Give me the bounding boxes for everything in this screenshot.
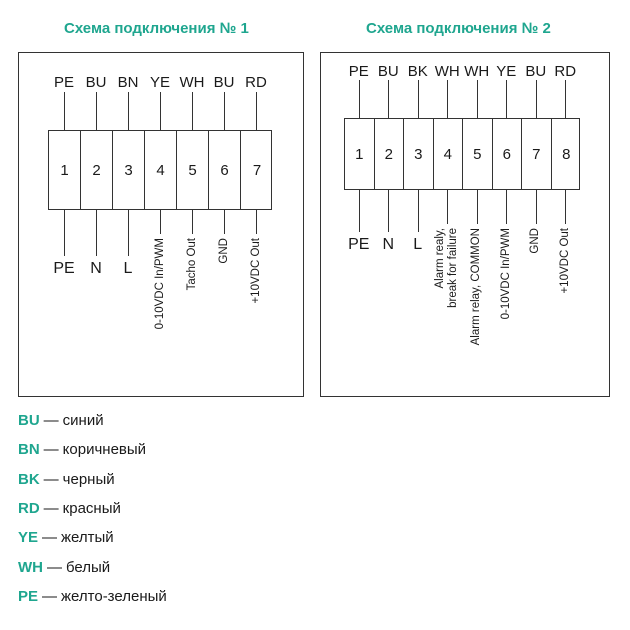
scheme2-pin-4: 4 [434,119,464,189]
scheme2-wire-line-bottom [447,190,448,224]
legend-code: BN [18,441,40,459]
legend-dash: — [42,587,58,605]
legend-row-rd [18,500,121,517]
scheme1-panel [18,52,304,397]
scheme2-pin-function-rotated [500,228,513,319]
scheme1-wire-line-top [256,92,257,130]
scheme2-wire-line-bottom [536,190,537,224]
legend-code: RD [18,499,40,517]
scheme1-wire-label: BN [117,74,139,91]
scheme2-pin-5: 5 [463,119,493,189]
scheme2-wire-line-bottom [506,190,507,224]
legend-code: PE [18,587,39,605]
scheme2-terminal-block [344,118,580,190]
legend-code: YE [18,529,39,547]
legend-dash: — [47,558,62,576]
scheme2-wire-label: BK [407,63,428,80]
scheme2-panel [320,52,610,397]
scheme1-terminal-block [48,130,272,210]
scheme1-wire-label: RD [245,74,267,91]
scheme1-pin-2: 2 [81,131,113,209]
scheme1-pin-3: 3 [113,131,145,209]
scheme2-wire-line-top [418,80,419,118]
scheme1-wire-label: BU [85,74,107,91]
scheme1-pin-7: 7 [252,161,262,179]
scheme1-pin-1: 1 [49,131,81,209]
scheme2-pin-2: 2 [375,119,405,189]
scheme2-pin-7: 7 [522,119,552,189]
legend-text: белый [66,558,111,576]
scheme2-wire-line-top [506,80,507,118]
scheme1-pin-function-rotated [218,238,231,264]
scheme2-wire-label: YE [496,63,517,80]
scheme2-wire-line-bottom [359,190,360,232]
scheme1-wire-line-bottom [192,210,193,234]
scheme1-pin-function-line: +10VDC Out [249,238,262,304]
scheme2-wire-line-top [477,80,478,118]
scheme2-pin-function-line: +10VDC Out [558,228,571,294]
scheme1-wire-line-bottom [128,210,129,256]
scheme2-wire-line-top [359,80,360,118]
scheme1-wire-label: PE [53,74,74,91]
scheme1-wire-label: WH [179,74,205,91]
scheme2-pin-1: 1 [345,119,375,189]
scheme1-pin-function-rotated [154,238,167,329]
legend-dash: — [43,470,59,488]
scheme2-title: Схема подключения № 2 [366,20,551,37]
legend-text: красный [62,499,121,517]
scheme1-pin-function-rotated [186,238,199,290]
scheme1-pin-function: L [123,260,133,277]
legend-row-bn [18,441,146,458]
legend-row-pe [18,588,167,605]
scheme1-wire-line-bottom [96,210,97,256]
legend-dash: — [42,529,58,547]
scheme1-pin-6: 6 [209,131,241,209]
legend-text: коричневый [62,441,147,459]
legend-code: BU [18,412,40,429]
scheme2-wire-line-bottom [418,190,419,232]
scheme1-wire-line-top [160,92,161,130]
scheme1-wire-line-top [224,92,225,130]
scheme2-pin-function: L [413,236,423,253]
legend-row-bu [18,412,104,429]
scheme2-wire-label: PE [348,63,369,80]
scheme1-pin-5: 5 [177,131,209,209]
scheme2-wire-label: RD [554,63,577,80]
scheme2-wire-line-top [536,80,537,118]
scheme2-pin-3: 3 [404,119,434,189]
legend-text: синий [62,412,104,429]
scheme1-pin-function: PE [53,260,75,277]
scheme1-wire-label: BU [213,74,235,91]
scheme2-wire-label: BU [377,63,399,80]
scheme1-wire-line-bottom [160,210,161,234]
scheme2-pin-function-line: break for failure [447,228,460,308]
scheme2-pin-8: 8 [562,145,571,163]
scheme2-pin-function-rotated [559,228,572,294]
scheme2-wire-line-top [388,80,389,118]
scheme1-pin-function-rotated [250,238,263,304]
scheme2-wire-line-top [447,80,448,118]
scheme2-pin-function-rotated [434,228,460,308]
scheme1-wire-line-bottom [64,210,65,256]
legend-dash: — [43,412,59,429]
scheme2-wire-line-top [565,80,566,118]
legend-code: WH [18,558,43,576]
scheme2-wire-label: WH [464,63,490,80]
scheme1-wire-line-top [128,92,129,130]
scheme2-pin-function-line: Alarm relay, COMMON [470,228,483,346]
scheme2-wire-line-bottom [388,190,389,232]
scheme2-pin-function-rotated [470,228,483,345]
legend-row-ye [18,529,114,546]
scheme1-pin-function-line: GND [217,238,230,264]
scheme2-pin-6: 6 [493,119,523,189]
legend-text: желтый [61,529,114,547]
scheme1-wire-label: YE [149,74,170,91]
legend-code: BK [18,470,40,488]
scheme2-wire-label: WH [434,63,460,80]
scheme1-pin-function-line: 0-10VDC In/PWM [153,238,166,330]
legend-text: желто-зеленый [61,587,167,605]
scheme1-wire-line-top [96,92,97,130]
scheme2-pin-function: N [382,236,395,253]
scheme1-wire-line-bottom [224,210,225,234]
legend-row-wh [18,559,110,576]
scheme2-pin-function-rotated [529,228,542,254]
scheme1-wire-line-bottom [256,210,257,234]
scheme2-wire-line-bottom [477,190,478,224]
scheme2-pin-function-line: GND [529,228,542,254]
scheme1-pin-function-line: Tacho Out [185,238,198,291]
scheme1-wire-line-top [64,92,65,130]
scheme2-pin-function-line: Alarm realy, [434,228,447,289]
scheme1-pin-function: N [90,260,102,277]
legend-text: черный [62,470,115,488]
legend-dash: — [43,499,59,517]
scheme1-title: Схема подключения № 1 [64,20,249,37]
legend-row-bk [18,471,115,488]
scheme1-pin-4: 4 [145,131,177,209]
scheme2-wire-label: BU [525,63,547,80]
scheme2-pin-function-line: 0-10VDC In/PWM [499,228,512,320]
legend-dash: — [43,441,59,459]
scheme2-wire-line-bottom [565,190,566,224]
scheme1-wire-line-top [192,92,193,130]
scheme2-pin-function: PE [348,236,370,253]
